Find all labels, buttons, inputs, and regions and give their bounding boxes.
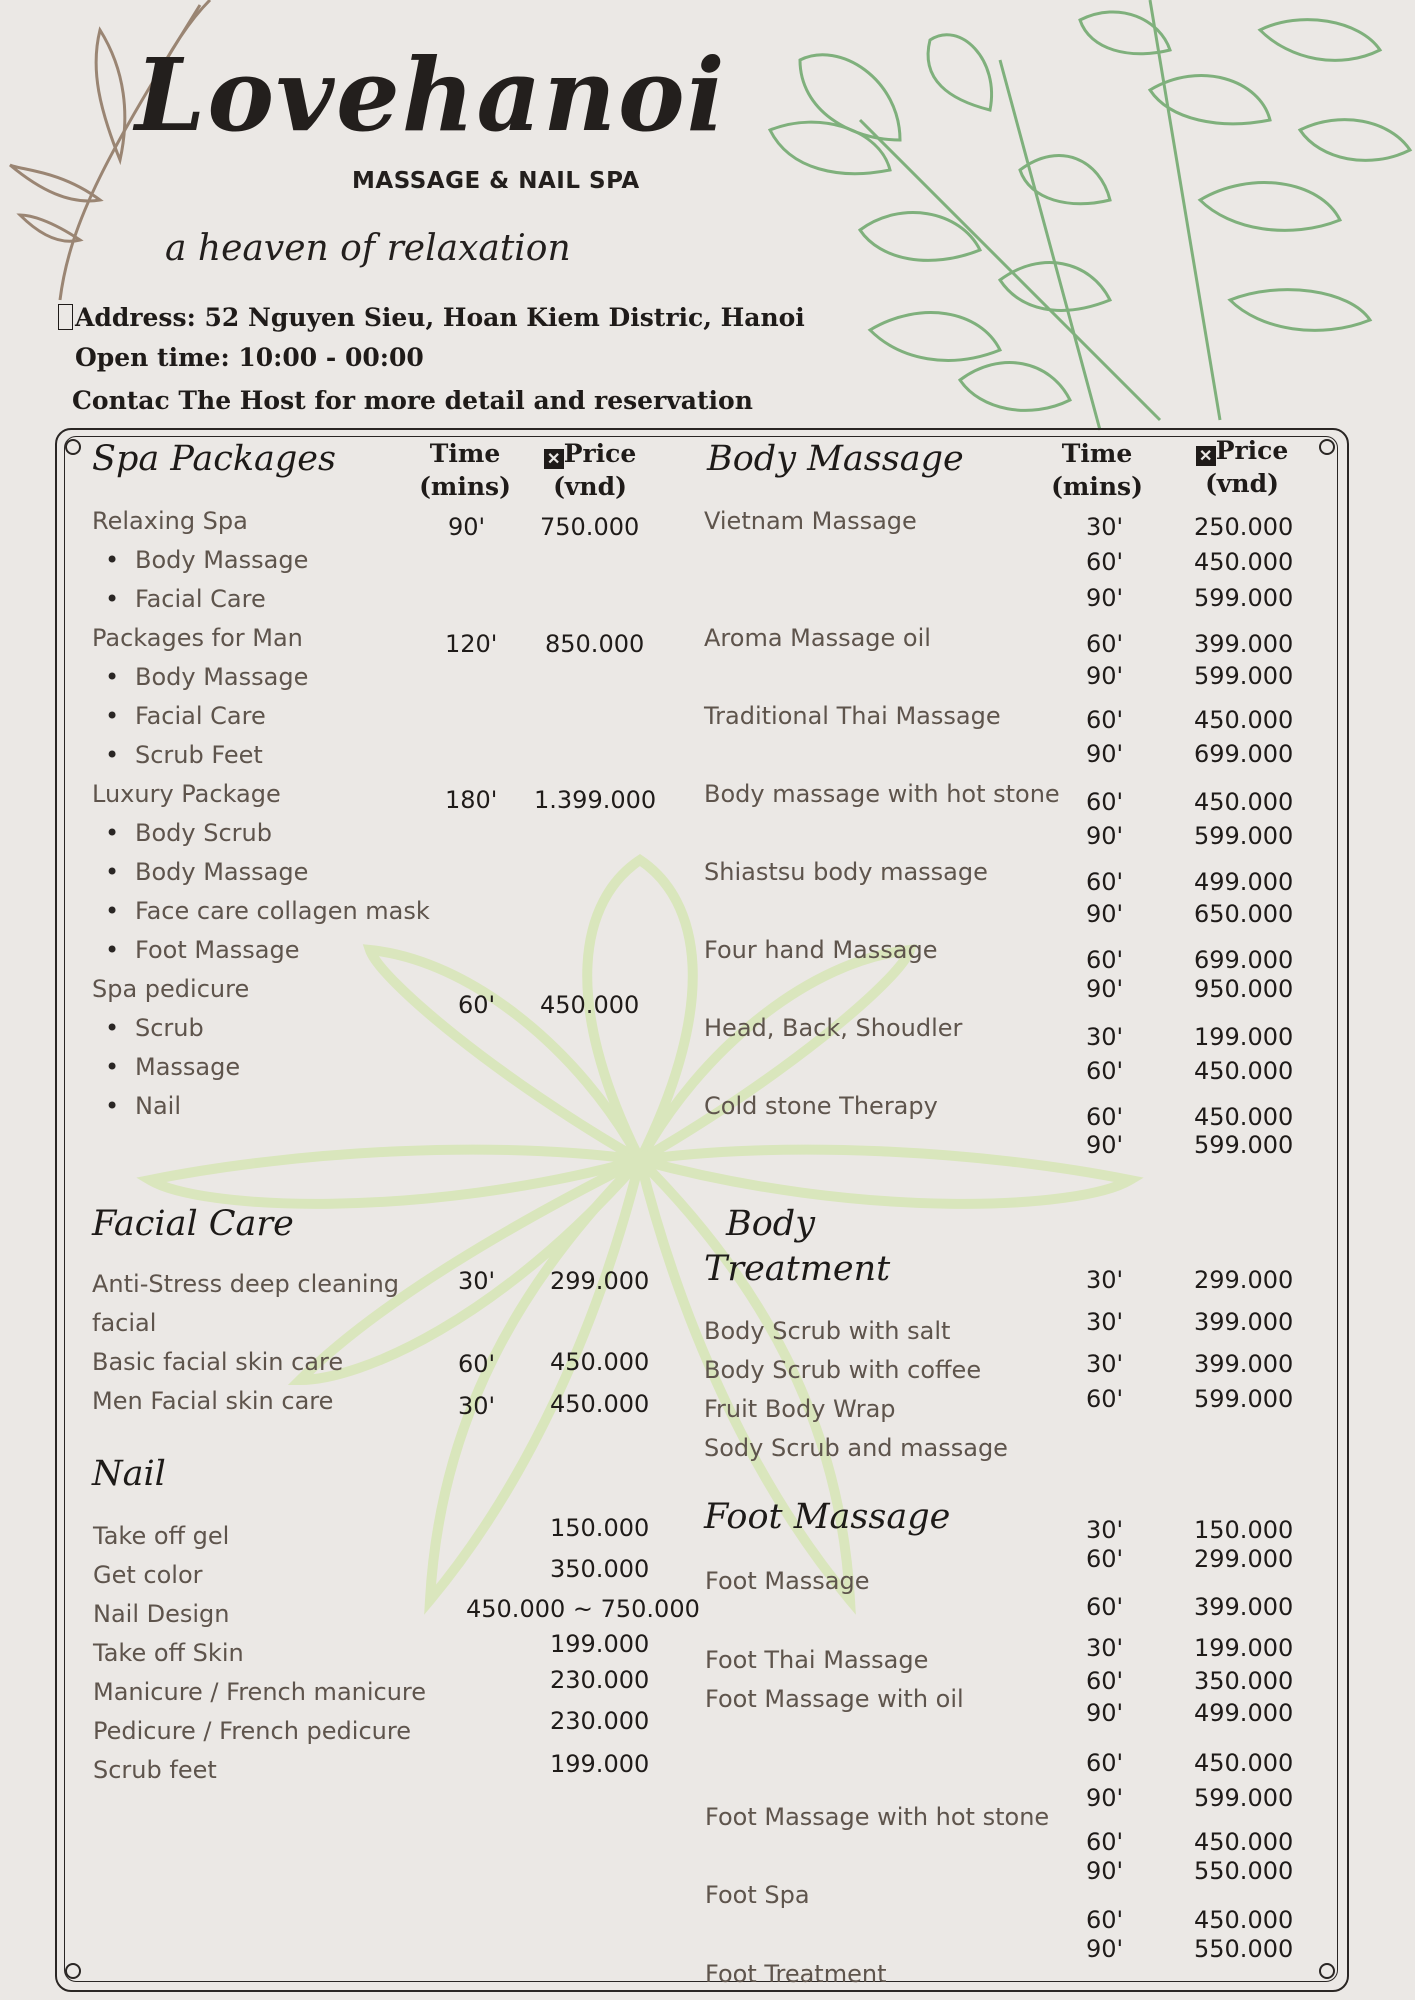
item-price: 1.399.000: [534, 786, 657, 814]
list-item: Fruit Body Wrap: [704, 1395, 896, 1423]
list-item: Basic facial skin care: [92, 1348, 344, 1376]
list-item: facial: [92, 1309, 157, 1337]
item-price: 450.000: [1194, 1828, 1294, 1856]
item-time: 60': [1086, 1103, 1124, 1131]
list-item: Packages for Man: [92, 624, 303, 652]
item-price: 450.000: [1194, 1057, 1294, 1085]
item-price: 699.000: [1194, 946, 1294, 974]
item-price: 750.000: [540, 513, 640, 541]
list-item: Body massage with hot stone: [704, 780, 1060, 808]
checkbox-icon: ✕: [544, 449, 564, 469]
item-price: 650.000: [1194, 900, 1294, 928]
list-item: Nail Design: [93, 1600, 230, 1628]
item-price: 399.000: [1194, 630, 1294, 658]
brand-logo: Lovehanoi: [135, 36, 727, 154]
item-time: 60': [1086, 1057, 1124, 1085]
item-price: 350.000: [1194, 1667, 1294, 1695]
list-subitem: • Face care collagen mask: [135, 897, 430, 925]
address-line: Address: 52 Nguyen Sieu, Hoan Kiem Distric, Hanoi: [58, 303, 805, 332]
item-price: 230.000: [550, 1707, 650, 1735]
item-price: 450.000: [1194, 1749, 1294, 1777]
list-item: Cold stone Therapy: [704, 1092, 938, 1120]
list-item: Luxury Package: [92, 780, 281, 808]
item-time: 90': [1086, 1935, 1124, 1963]
foot-massage-heading: Foot Massage: [704, 1497, 951, 1537]
item-price: 299.000: [550, 1267, 650, 1295]
item-time: 30': [1086, 1634, 1124, 1662]
list-item: Take off Skin: [93, 1639, 244, 1667]
item-time: 60': [1086, 1385, 1124, 1413]
open-time: Open time: 10:00 - 00:00: [75, 343, 424, 372]
list-item: Take off gel: [93, 1522, 230, 1550]
list-subitem: • Scrub: [135, 1014, 204, 1042]
list-item: Aroma Massage oil: [704, 624, 931, 652]
item-time: 90': [1086, 1784, 1124, 1812]
item-price: 450.000: [540, 991, 640, 1019]
item-price: 599.000: [1194, 1131, 1294, 1159]
list-subitem: • Nail: [135, 1092, 181, 1120]
item-time: 60': [1086, 1593, 1124, 1621]
item-price: 599.000: [1194, 822, 1294, 850]
time-col-header-right: Time (mins): [1051, 439, 1143, 501]
list-subitem: • Scrub Feet: [135, 741, 263, 769]
item-price: 450.000: [1194, 788, 1294, 816]
list-subitem: • Body Massage: [135, 858, 308, 886]
item-time: 60': [1086, 1906, 1124, 1934]
list-item: Body Scrub with salt: [704, 1317, 951, 1345]
item-time: 60': [1086, 1749, 1124, 1777]
list-item: Head, Back, Shoudler: [704, 1014, 963, 1042]
item-time: 60': [1086, 788, 1124, 816]
list-item: Foot Massage with oil: [705, 1685, 964, 1713]
list-subitem: • Body Massage: [135, 546, 308, 574]
brand-tagline: a heaven of relaxation: [165, 228, 571, 269]
list-subitem: • Facial Care: [135, 702, 266, 730]
list-item: Anti-Stress deep cleaning: [92, 1270, 400, 1298]
item-time: 90': [1086, 1699, 1124, 1727]
item-time: 30': [1086, 513, 1124, 541]
contact-note: Contac The Host for more detail and reservation: [72, 386, 753, 415]
list-item: Get color: [93, 1561, 203, 1589]
item-time: 90': [1086, 975, 1124, 1003]
item-price: 299.000: [1194, 1545, 1294, 1573]
item-price: 450.000: [1194, 706, 1294, 734]
item-time: 90': [1086, 740, 1124, 768]
item-time: 60': [1086, 630, 1124, 658]
item-time: 60': [1086, 1545, 1124, 1573]
item-price: 350.000: [550, 1555, 650, 1583]
item-price: 399.000: [1194, 1308, 1294, 1336]
item-price: 399.000: [1194, 1593, 1294, 1621]
item-price: 450.000: [1194, 1906, 1294, 1934]
item-price: 599.000: [1194, 1385, 1294, 1413]
item-time: 30': [1086, 1516, 1124, 1544]
list-item: Relaxing Spa: [92, 507, 248, 535]
price-col-header-right: ✕ Price (vnd): [1187, 435, 1297, 500]
body-treatment-heading-line2: Treatment: [704, 1249, 891, 1289]
item-time: 60': [1086, 1667, 1124, 1695]
body-massage-heading: Body Massage: [707, 439, 964, 479]
list-item: Traditional Thai Massage: [704, 702, 1001, 730]
list-item: Foot Spa: [705, 1881, 810, 1909]
item-time: 60': [458, 991, 496, 1019]
list-item: Foot Massage: [705, 1567, 870, 1595]
item-price: 230.000: [550, 1666, 650, 1694]
item-time: 90': [1086, 900, 1124, 928]
item-time: 90': [1086, 1131, 1124, 1159]
item-time: 90': [1086, 584, 1124, 612]
item-price: 599.000: [1194, 662, 1294, 690]
item-price: 399.000: [1194, 1350, 1294, 1378]
item-time: 30': [458, 1392, 496, 1420]
address-icon: [58, 304, 73, 330]
item-price: 199.000: [1194, 1634, 1294, 1662]
list-item: Foot Massage with hot stone: [705, 1803, 1050, 1831]
list-subitem: • Foot Massage: [135, 936, 299, 964]
item-price: 499.000: [1194, 1699, 1294, 1727]
list-item: Manicure / French manicure: [93, 1678, 427, 1706]
list-item: Sody Scrub and massage: [704, 1434, 1008, 1462]
item-price: 850.000: [545, 630, 645, 658]
list-subitem: • Massage: [135, 1053, 240, 1081]
item-time: 90': [1086, 662, 1124, 690]
item-time: 30': [1086, 1266, 1124, 1294]
nail-heading: Nail: [92, 1454, 166, 1494]
time-col-header-left: Time (mins): [419, 439, 511, 501]
item-time: 90': [448, 513, 486, 541]
list-item: Foot Treatment: [705, 1960, 887, 1988]
item-price: 499.000: [1194, 868, 1294, 896]
item-price: 450.000: [550, 1390, 650, 1418]
list-subitem: • Body Massage: [135, 663, 308, 691]
spa-packages-heading: Spa Packages: [92, 439, 336, 479]
item-time: 60': [1086, 946, 1124, 974]
list-item: Men Facial skin care: [92, 1387, 334, 1415]
list-subitem: • Facial Care: [135, 585, 266, 613]
item-time: 30': [1086, 1308, 1124, 1336]
item-time: 180': [445, 786, 498, 814]
list-item: Pedicure / French pedicure: [93, 1717, 411, 1745]
item-price: 450.000: [1194, 1103, 1294, 1131]
list-item: Four hand Massage: [704, 936, 938, 964]
item-time: 60': [458, 1350, 496, 1378]
item-time: 60': [1086, 548, 1124, 576]
list-item: Spa pedicure: [92, 975, 250, 1003]
item-time: 90': [1086, 822, 1124, 850]
item-time: 90': [1086, 1857, 1124, 1885]
item-price: 550.000: [1194, 1935, 1294, 1963]
item-time: 30': [1086, 1350, 1124, 1378]
list-subitem: • Body Scrub: [135, 819, 272, 847]
item-price: 150.000: [550, 1514, 650, 1542]
item-price: 699.000: [1194, 740, 1294, 768]
body-treatment-heading-line1: Body: [726, 1204, 815, 1244]
facial-care-heading: Facial Care: [92, 1204, 294, 1244]
item-time: 30': [1086, 1023, 1124, 1051]
item-price: 450.000: [1194, 548, 1294, 576]
list-item: Foot Thai Massage: [705, 1646, 929, 1674]
item-price: 250.000: [1194, 513, 1294, 541]
checkbox-icon: ✕: [1196, 446, 1216, 466]
item-time: 30': [458, 1267, 496, 1295]
item-time: 60': [1086, 1828, 1124, 1856]
list-item: Body Scrub with coffee: [704, 1356, 982, 1384]
item-price: 450.000: [550, 1348, 650, 1376]
list-item: Shiastsu body massage: [704, 858, 988, 886]
item-price: 550.000: [1194, 1857, 1294, 1885]
item-price: 199.000: [550, 1630, 650, 1658]
item-price: 599.000: [1194, 1784, 1294, 1812]
item-price: 199.000: [550, 1750, 650, 1778]
item-time: 120': [445, 630, 498, 658]
item-time: 60': [1086, 706, 1124, 734]
item-price: 950.000: [1194, 975, 1294, 1003]
item-price: 299.000: [1194, 1266, 1294, 1294]
item-price: 199.000: [1194, 1023, 1294, 1051]
list-item: Vietnam Massage: [704, 507, 917, 535]
list-item: Scrub feet: [93, 1756, 217, 1784]
item-price: 150.000: [1194, 1516, 1294, 1544]
item-price: 599.000: [1194, 584, 1294, 612]
brand-subtitle: MASSAGE & NAIL SPA: [352, 168, 640, 194]
item-time: 60': [1086, 868, 1124, 896]
price-col-header-left: ✕ Price (vnd): [535, 438, 645, 503]
item-price: 450.000 ~ 750.000: [466, 1595, 700, 1623]
green-leaves-icon: [770, 0, 1410, 430]
